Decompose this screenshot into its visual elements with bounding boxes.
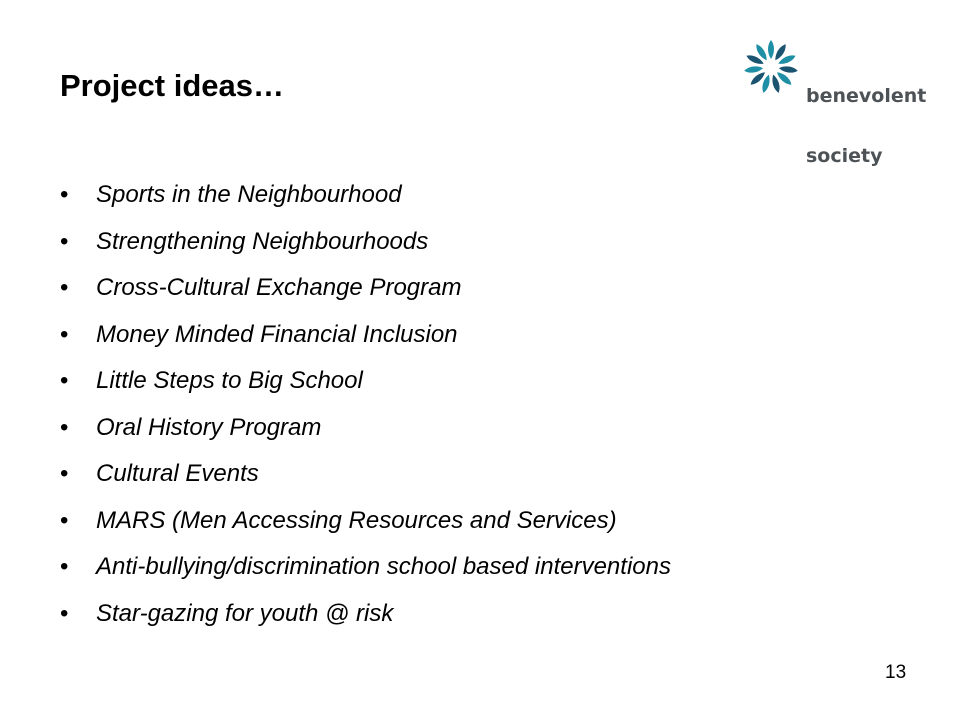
bullet-dot-icon: • bbox=[60, 227, 69, 255]
bullet-dot-icon: • bbox=[60, 367, 69, 394]
slide-title: Project ideas… bbox=[60, 68, 284, 103]
bullet-text: Little Steps to Big School bbox=[96, 367, 363, 394]
bullet-item bbox=[60, 265, 671, 312]
bullet-item bbox=[60, 312, 671, 359]
bullet-item bbox=[60, 451, 671, 498]
bullet-text: Sports in the Neighbourhood bbox=[96, 181, 402, 208]
bullet-text: Money Minded Financial Inclusion bbox=[96, 320, 458, 348]
logo-petal bbox=[778, 65, 798, 74]
bullet-dot-icon: • bbox=[60, 274, 69, 301]
bullet-text: Cultural Events bbox=[96, 460, 259, 487]
bullet-list bbox=[60, 172, 671, 637]
bullet-dot-icon: • bbox=[60, 460, 69, 487]
bullet-text: MARS (Men Accessing Resources and Services) bbox=[96, 506, 617, 534]
logo-petal bbox=[744, 65, 764, 74]
bullet-dot-icon: • bbox=[60, 599, 69, 627]
bullet-item bbox=[60, 172, 671, 219]
bullet-item bbox=[60, 405, 671, 452]
bullet-dot-icon: • bbox=[60, 320, 69, 348]
page-number: 13 bbox=[885, 662, 907, 683]
logo-wordmark bbox=[806, 46, 926, 206]
bullet-item bbox=[60, 591, 671, 638]
bullet-item bbox=[60, 219, 671, 266]
bullet-dot-icon: • bbox=[60, 553, 69, 580]
logo-petal bbox=[768, 40, 774, 59]
bullet-item bbox=[60, 498, 671, 545]
bullet-text: Cross-Cultural Exchange Program bbox=[96, 274, 462, 301]
logo-line-1: benevolent bbox=[806, 85, 927, 107]
bullet-dot-icon: • bbox=[60, 181, 69, 208]
bullet-item bbox=[60, 544, 671, 591]
bullet-text: Anti-bullying/discrimination school based interventions bbox=[96, 553, 671, 580]
bullet-dot-icon: • bbox=[60, 413, 69, 441]
starburst-icon bbox=[740, 38, 802, 96]
bullet-dot-icon: • bbox=[60, 506, 69, 534]
bullet-text: Star-gazing for youth @ risk bbox=[96, 599, 394, 627]
logo-line-2: society bbox=[806, 145, 883, 167]
bullet-item bbox=[60, 358, 671, 405]
bullet-text: Oral History Program bbox=[96, 413, 322, 441]
bullet-text: Strengthening Neighbourhoods bbox=[96, 227, 429, 255]
benevolent-society-logo bbox=[740, 38, 930, 167]
